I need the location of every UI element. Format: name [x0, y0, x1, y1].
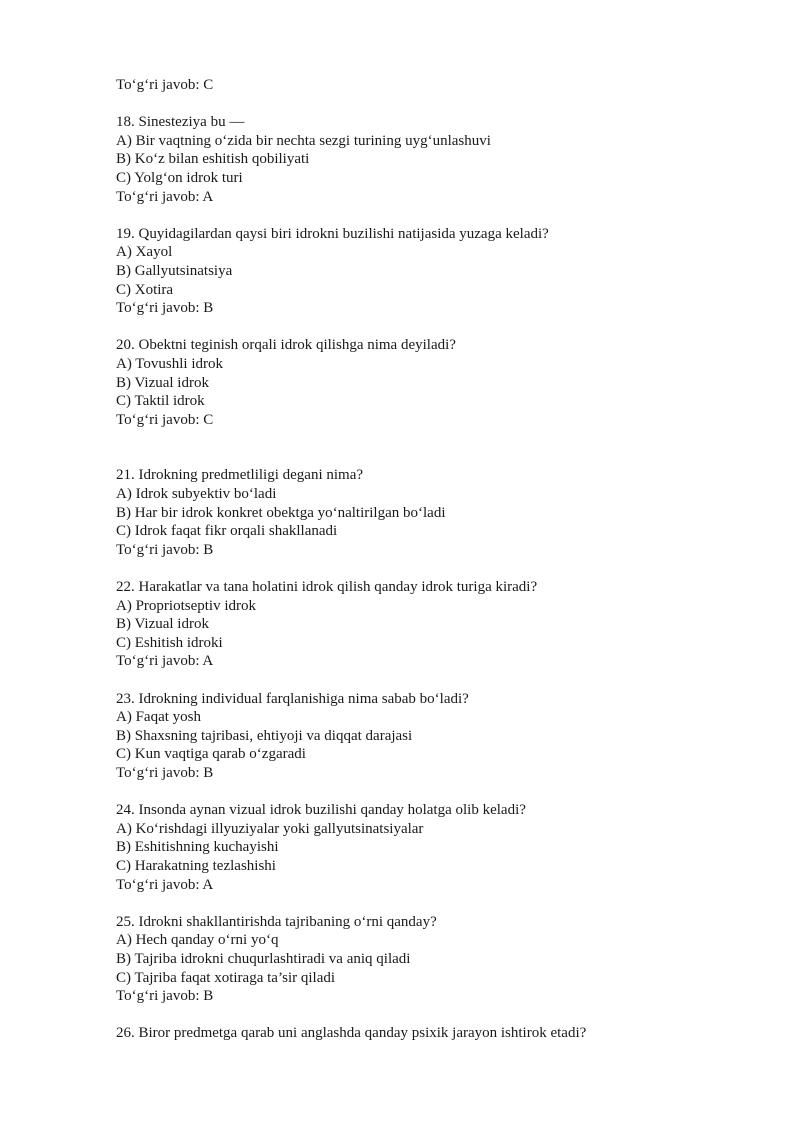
question-block-26: [116, 1024, 776, 1043]
correct-answer: To‘g‘ri javob: A: [116, 653, 214, 670]
correct-answer: To‘g‘ri javob: B: [116, 541, 214, 558]
option-a: A) Propriotseptiv idrok: [116, 597, 256, 614]
option-c: C) Tajriba faqat xotiraga ta’sir qiladi: [116, 969, 336, 986]
option-c: C) Eshitish idroki: [116, 634, 223, 651]
spacer: [116, 206, 776, 225]
question-text: 20. Obektni teginish orqali idrok qilishga nima deyiladi?: [116, 337, 456, 354]
spacer: [116, 1006, 776, 1025]
question-text: 24. Insonda aynan vizual idrok buzilishi qanday holatga olib keladi?: [116, 802, 526, 819]
question-text: 18. Sinesteziya bu —: [116, 114, 245, 131]
option-b: B) Eshitishning kuchayishi: [116, 839, 279, 856]
question-text: 22. Harakatlar va tana holatini idrok qilish qanday idrok turiga kiradi?: [116, 579, 538, 596]
document-page: [116, 76, 776, 1043]
correct-answer: To‘g‘ri javob: C: [116, 411, 214, 428]
question-block-20: [116, 336, 776, 429]
spacer: [116, 95, 776, 114]
spacer: [116, 318, 776, 337]
option-b: B) Tajriba idrokni chuqurlashtiradi va aniq qiladi: [116, 950, 411, 967]
correct-answer: To‘g‘ri javob: B: [116, 300, 214, 317]
correct-answer: To‘g‘ri javob: B: [116, 988, 214, 1005]
question-block-18: [116, 113, 776, 206]
correct-answer: To‘g‘ri javob: B: [116, 764, 214, 781]
question-block-19: [116, 225, 776, 318]
option-c: C) Harakatning tezlashishi: [116, 857, 276, 874]
option-c: C) Kun vaqtiga qarab o‘zgaradi: [116, 746, 306, 763]
option-b: B) Har bir idrok konkret obektga yo‘naltirilgan bo‘ladi: [116, 504, 446, 521]
option-c: C) Yolg‘on idrok turi: [116, 169, 243, 186]
answer-line-17: To‘g‘ri javob: C: [116, 77, 214, 93]
option-a: A) Bir vaqtning o‘zida bir nechta sezgi turining uyg‘unlashuvi: [116, 132, 491, 149]
option-b: B) Vizual idrok: [116, 374, 209, 391]
option-b: B) Vizual idrok: [116, 616, 209, 633]
option-a: A) Faqat yosh: [116, 709, 201, 726]
question-block-22: [116, 578, 776, 671]
correct-answer: To‘g‘ri javob: A: [116, 188, 214, 205]
spacer: [116, 429, 776, 466]
spacer: [116, 559, 776, 578]
option-a: A) Xayol: [116, 244, 173, 261]
option-a: A) Ko‘rishdagi illyuziyalar yoki gallyutsinatsiyalar: [116, 820, 424, 837]
option-b: B) Shaxsning tajribasi, ehtiyoji va diqqat darajasi: [116, 727, 413, 744]
spacer: [116, 671, 776, 690]
question-text: 19. Quyidagilardan qaysi biri idrokni buzilishi natijasida yuzaga keladi?: [116, 225, 549, 242]
option-b: B) Ko‘z bilan eshitish qobiliyati: [116, 151, 310, 168]
option-b: B) Gallyutsinatsiya: [116, 262, 233, 279]
question-block-21: [116, 466, 776, 559]
question-text: 23. Idrokning individual farqlanishiga nima sabab bo‘ladi?: [116, 690, 469, 707]
option-c: C) Taktil idrok: [116, 393, 205, 410]
question-block-23: [116, 690, 776, 783]
question-text: 21. Idrokning predmetliligi degani nima?: [116, 467, 364, 484]
option-c: C) Idrok faqat fikr orqali shakllanadi: [116, 523, 338, 540]
spacer: [116, 894, 776, 913]
question-block-24: [116, 801, 776, 894]
option-c: C) Xotira: [116, 281, 174, 298]
question-block-25: [116, 913, 776, 1006]
option-a: A) Idrok subyektiv bo‘ladi: [116, 486, 277, 503]
spacer: [116, 783, 776, 802]
option-a: A) Hech qanday o‘rni yo‘q: [116, 932, 279, 949]
correct-answer: To‘g‘ri javob: A: [116, 876, 214, 893]
question-text: 26. Biror predmetga qarab uni anglashda qanday psixik jarayon ishtirok etadi?: [116, 1025, 587, 1042]
option-a: A) Tovushli idrok: [116, 355, 224, 372]
question-text: 25. Idrokni shakllantirishda tajribaning o‘rni qanday?: [116, 913, 437, 930]
